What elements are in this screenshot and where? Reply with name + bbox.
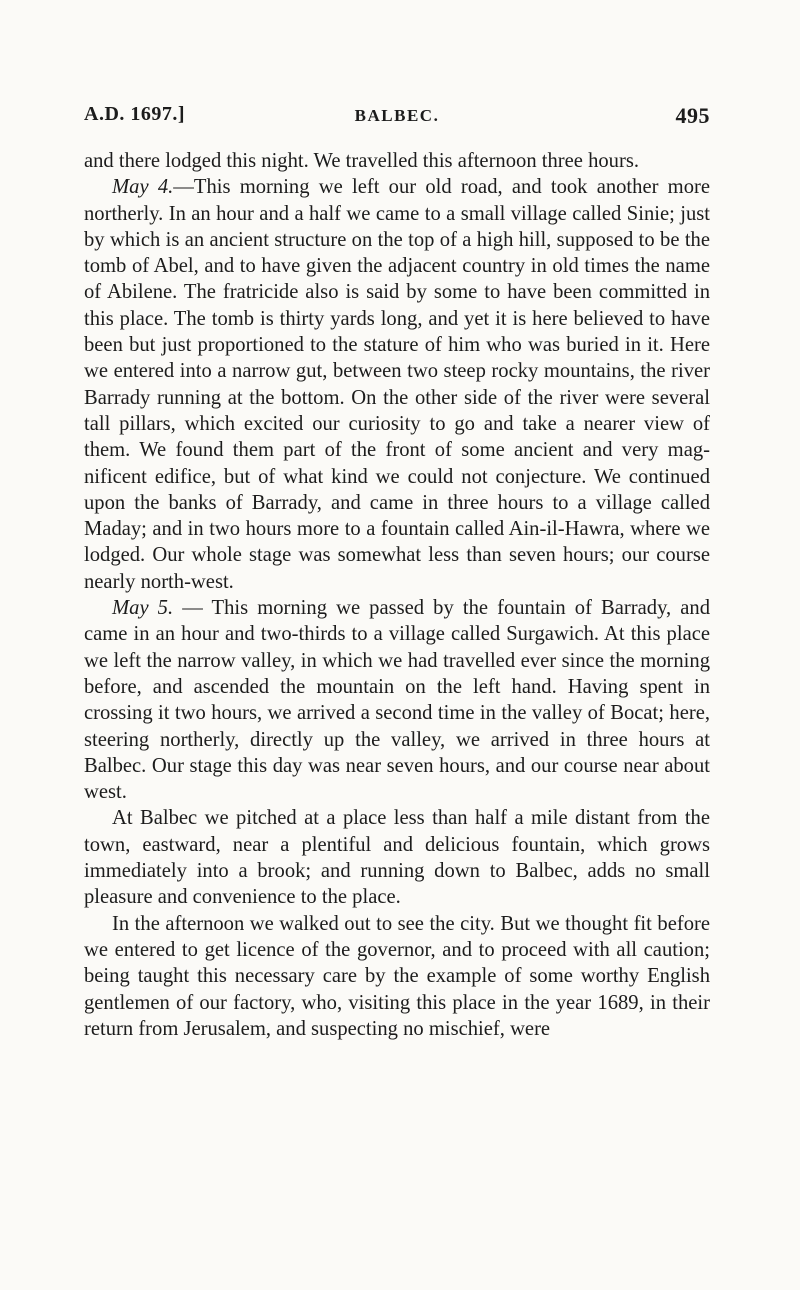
paragraph-text: and there lodged this night. We travelled this afternoon three hours. bbox=[84, 150, 639, 172]
paragraph-text: —This morning we left our old road, and took another more northerly. In an hour and a half we came to a small village called Sinie; just by which is an ancient structure on the top of a high hill, supposed to be the tomb of Abel, and to have given the adjacent country in old times the name of Abilene. The fratricide also is said by some to have been committed in this place. The tomb is thirty yards long, and yet it is here believed to have been but just proportioned to the stature of him who was buried in it. Here we entered into a narrow gut, between two steep rocky mountains, the river Barrady running at the bottom. On the other side of the river were several tall pillars, which excited our curiosity to go and take a nearer view of them. We found them part of the front of some ancient and very magnificent edifice, but of what kind we could not conjecture. We continued upon the banks of Barrady, and came in three hours to a village called Maday; and in two hours more to a fountain called Ain-il-Hawra, where we lodged. Our whole stage was somewhat less than seven hours; our course nearly north-west. bbox=[84, 176, 710, 593]
body-text bbox=[84, 148, 710, 1042]
paragraph bbox=[84, 174, 710, 595]
header-date: A.D. 1697.] bbox=[84, 103, 186, 125]
paragraph bbox=[84, 595, 710, 805]
paragraph bbox=[84, 148, 710, 174]
paragraph bbox=[84, 911, 710, 1042]
paragraph bbox=[84, 805, 710, 910]
paragraph-text: At Balbec we pitched at a place less than half a mile distant from the town, eastward, near a plentiful and delicious fountain, which grows immediately into a brook; and running down to Balbec, adds no small pleasure and convenience to the place. bbox=[84, 807, 710, 909]
page-number: 495 bbox=[675, 103, 710, 128]
paragraph-text: In the afternoon we walked out to see the city. But we thought fit before we entered to get licence of the governor, and to proceed with all caution; being taught this necessary care by the example of some worthy English gentlemen of our factory, who, visiting this place in the year 1689, in their return from Jerusalem, and suspecting no mischief, were bbox=[84, 912, 710, 1040]
date-lead: May 4. bbox=[112, 176, 174, 199]
date-lead: May 5. bbox=[112, 597, 174, 620]
paragraph-text: — This morning we passed by the fountain of Barrady, and came in an hour and two-thirds to a village called Surgawich. At this place we left the narrow valley, in which we had travelled ever since the morning before, and ascended the mountain on the left hand. Having spent in crossing it two hours, we arrived a second time in the valley of Bocat; here, steering northerly, directly up the valley, we arrived in three hours at Balbec. Our stage this day was near seven hours, and our course near about west. bbox=[84, 597, 710, 804]
running-header bbox=[84, 103, 710, 143]
header-title: BALBEC. bbox=[354, 106, 440, 125]
